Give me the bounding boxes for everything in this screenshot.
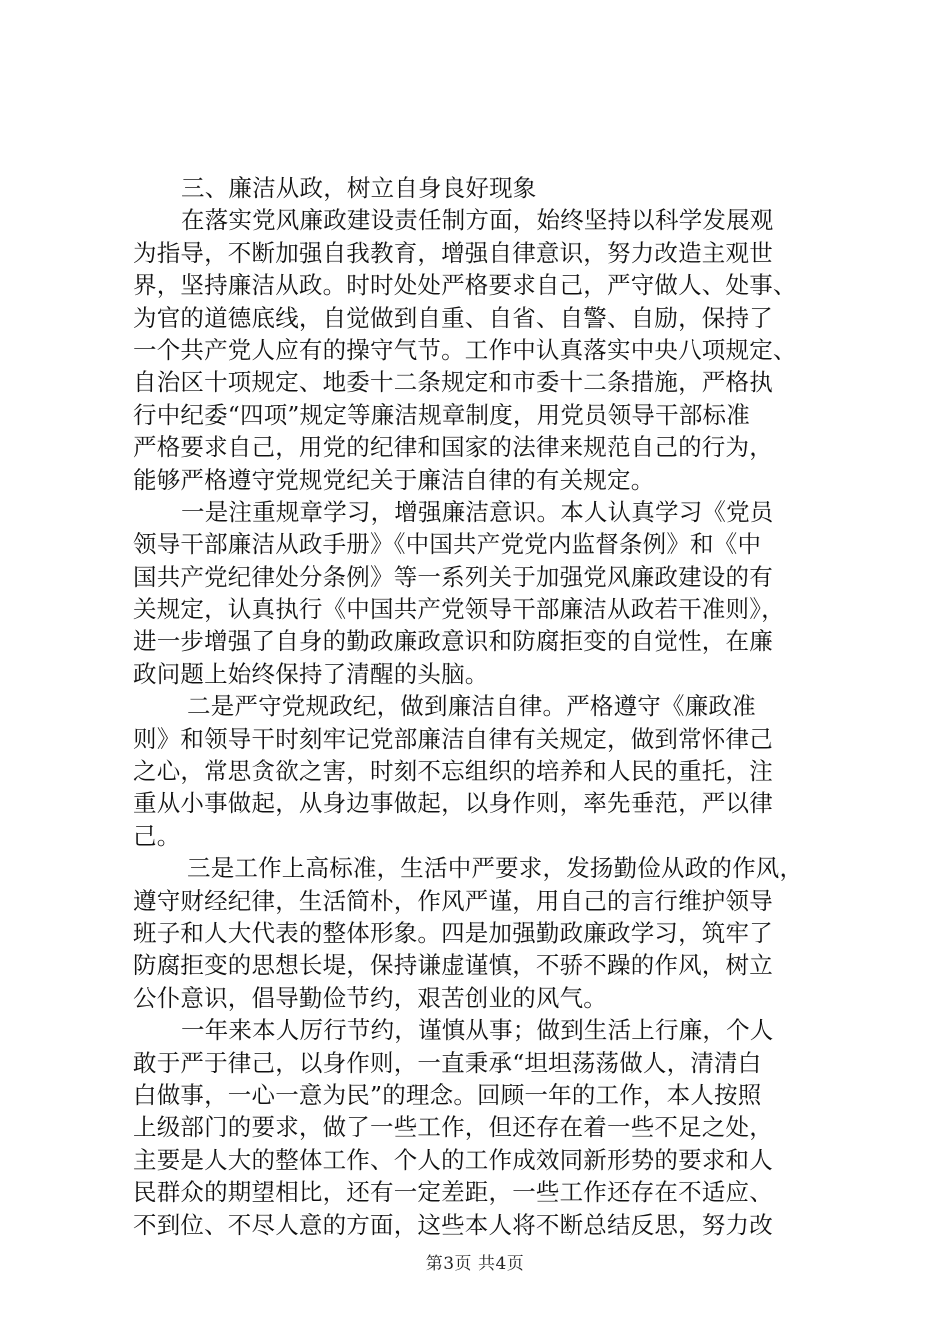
paragraph-line: 领导干部廉洁从政手册》《中国共产党党内监督条例》和《中 [133, 530, 762, 559]
paragraph-line: 民群众的期望相比，还有一定差距，一些工作还存在不适应、 [133, 1178, 773, 1207]
paragraph-line: 严格要求自己，用党的纪律和国家的法律来规范自己的行为， [133, 433, 773, 462]
paragraph-line: 重从小事做起，从身边事做起，以身作则，率先垂范，严以律 [133, 789, 773, 818]
paragraph-line: 遵守财经纪律，生活简朴，作风严谨，用自己的言行维护领导 [133, 886, 773, 915]
paragraph-line: 己。 [133, 821, 181, 850]
paragraph-line: 班子和人大代表的整体形象。四是加强勤政廉政学习，筑牢了 [133, 918, 773, 947]
paragraph-line: 为官的道德底线，自觉做到自重、自省、自警、自励，保持了 [133, 303, 773, 332]
paragraph-line: 能够严格遵守党规党纪关于廉洁自律的有关规定。 [133, 465, 655, 494]
paragraph-line: 进一步增强了自身的勤政廉政意识和防腐拒变的自觉性，在廉 [133, 627, 773, 656]
document-body [133, 172, 825, 1241]
paragraph-line: 行中纪委“四项”规定等廉洁规章制度，用党员领导干部标准 [133, 400, 750, 429]
paragraph-line: 二是严守党规政纪，做到廉洁自律。严格遵守《廉政准 [187, 692, 756, 721]
page-number-footer: 第3页 共4页 [425, 1254, 525, 1274]
paragraph-line: 一个共产党人应有的操守气节。工作中认真落实中央八项规定、 [133, 335, 797, 364]
paragraph-line: 为指导，不断加强自我教育，增强自律意识，努力改造主观世 [133, 238, 773, 267]
paragraph-line: 一是注重规章学习，增强廉洁意识。本人认真学习《党员 [181, 497, 774, 526]
paragraph-line: 公仆意识，倡导勤俭节约，艰苦创业的风气。 [133, 983, 607, 1012]
paragraph-line: 三是工作上高标准，生活中严要求，发扬勤俭从政的作风， [187, 854, 804, 883]
paragraph-line: 在落实党风廉政建设责任制方面，始终坚持以科学发展观 [181, 206, 774, 235]
paragraph-line: 则》和领导干时刻牢记党部廉洁自律有关规定，做到常怀律己 [133, 724, 773, 753]
section-heading: 三、廉洁从政，树立自身良好现象 [181, 174, 537, 202]
paragraph-line: 关规定，认真执行《中国共产党领导干部廉洁从政若干准则》， [133, 595, 785, 624]
paragraph-line: 政问题上始终保持了清醒的头脑。 [133, 659, 489, 688]
paragraph-line: 不到位、不尽人意的方面，这些本人将不断总结反思，努力改 [133, 1210, 773, 1239]
paragraph-line: 敢于严于律己，以身作则，一直秉承“坦坦荡荡做人，清清白 [133, 1048, 762, 1077]
paragraph-line: 之心，常思贪欲之害，时刻不忘组织的培养和人民的重托，注 [133, 757, 773, 786]
paragraph-line: 界，坚持廉洁从政。时时处处严格要求自己，严守做人、处事、 [133, 271, 797, 300]
paragraph-line: 自治区十项规定、地委十二条规定和市委十二条措施，严格执 [133, 368, 773, 397]
paragraph-line: 国共产党纪律处分条例》等一系列关于加强党风廉政建设的有 [133, 562, 773, 591]
paragraph-line: 防腐拒变的思想长堤，保持谦虚谨慎，不骄不躁的作风，树立 [133, 951, 773, 980]
paragraph-line: 白做事，一心一意为民”的理念。回顾一年的工作，本人按照 [133, 1080, 762, 1109]
paragraph-line: 上级部门的要求，做了一些工作，但还存在着一些不足之处， [133, 1113, 773, 1142]
paragraph-line: 主要是人大的整体工作、个人的工作成效同新形势的要求和人 [133, 1145, 773, 1174]
paragraph-line: 一年来本人厉行节约，谨慎从事；做到生活上行廉，个人 [181, 1016, 774, 1045]
